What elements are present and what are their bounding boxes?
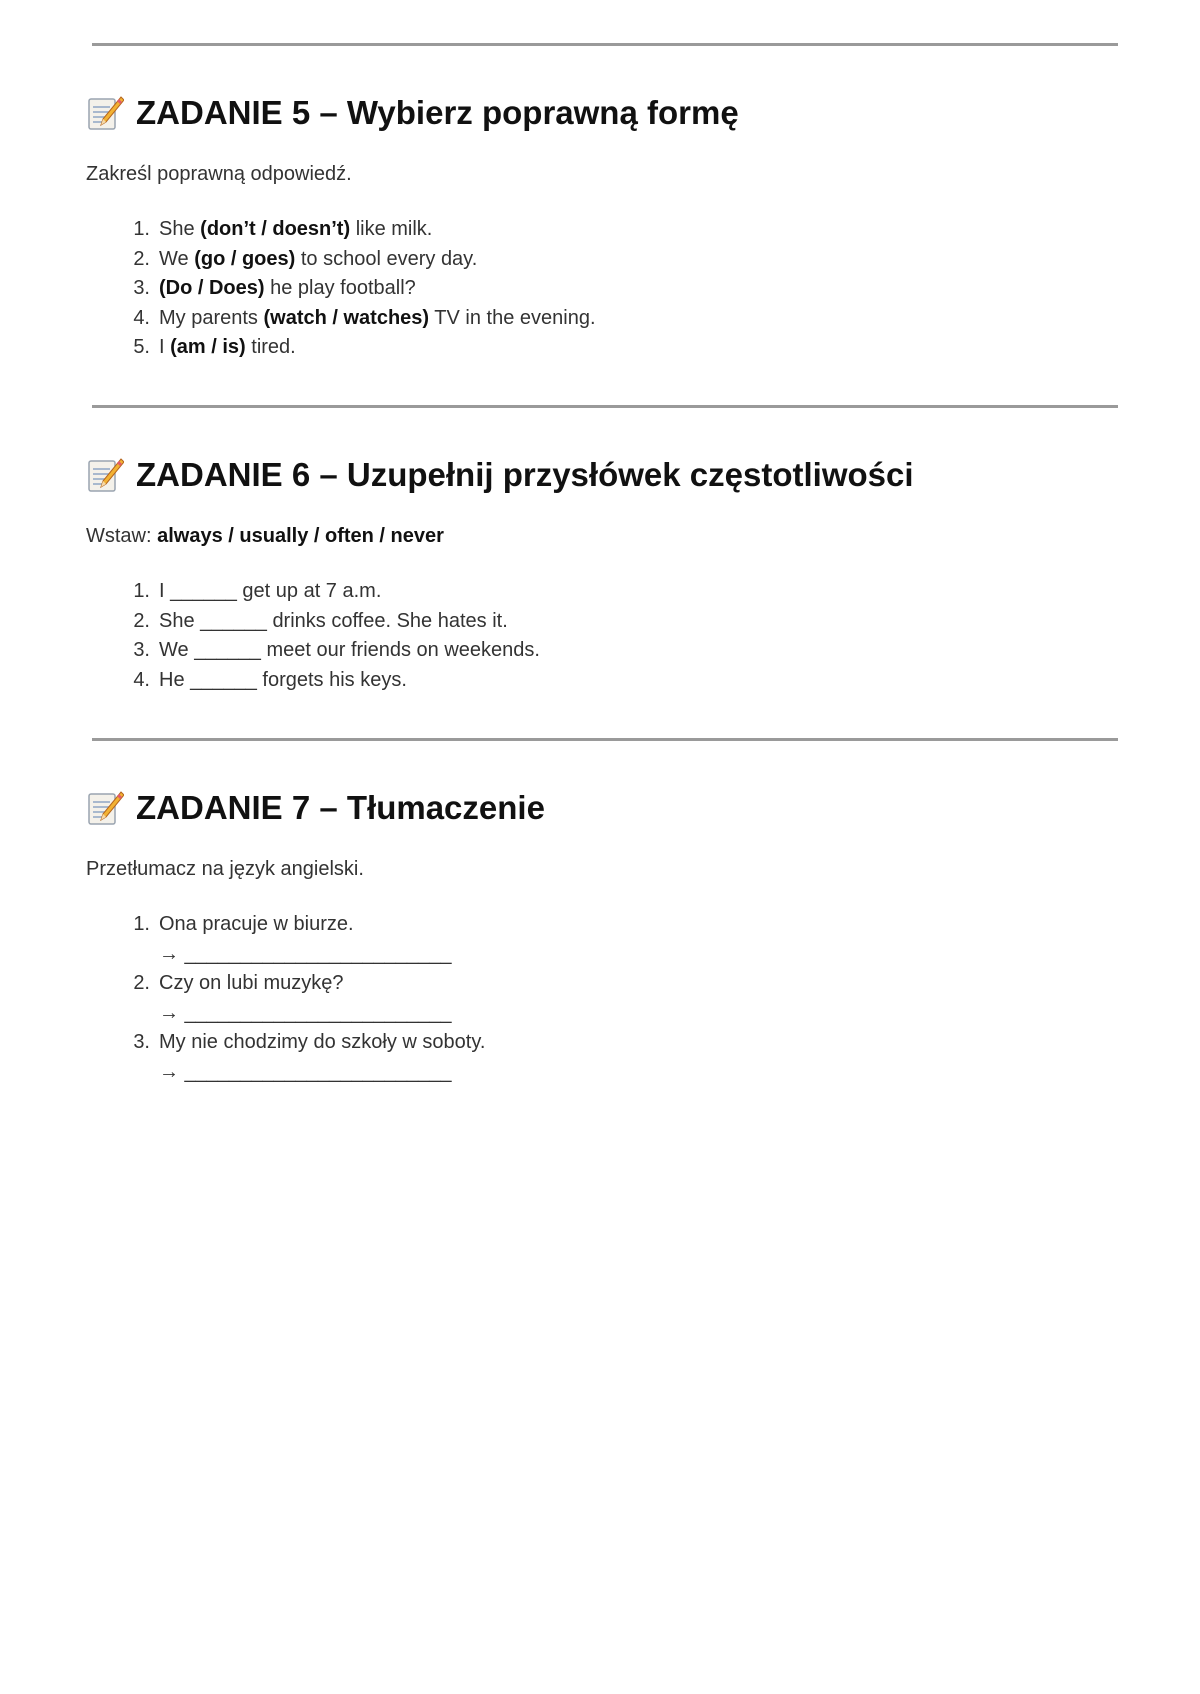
item-text: I [159, 336, 171, 358]
task-6-instruction [86, 525, 444, 548]
item-text: to school every day. [295, 247, 478, 270]
choice-option: (watch / watches) [263, 306, 430, 329]
answer-line: → ________________________ [159, 1060, 452, 1083]
answer-line: → ________________________ [159, 942, 452, 965]
task-5-section [86, 88, 1126, 358]
task-5-list [86, 215, 596, 363]
list-item [86, 333, 596, 363]
memo-pencil-icon [86, 94, 124, 132]
list-item [86, 1028, 485, 1087]
task-7-heading [86, 783, 1126, 833]
list-item [86, 969, 485, 1028]
task-7-section [86, 783, 1126, 1083]
item-text: I ______ get up at 7 a.m. [159, 580, 382, 602]
list-item [86, 304, 596, 334]
item-number: 4. [133, 668, 150, 691]
task-7-title: ZADANIE 7 – Tłumaczenie [136, 789, 545, 826]
item-number: 2. [133, 972, 150, 994]
list-item [86, 636, 540, 666]
list-item [86, 577, 540, 607]
list-item [86, 607, 540, 637]
item-text: like milk. [350, 218, 433, 240]
task-5-title: ZADANIE 5 – Wybierz poprawną formę [136, 94, 739, 131]
task-7-instruction: Przetłumacz na język angielski. [86, 858, 364, 880]
divider [92, 405, 1118, 408]
list-item [86, 910, 485, 969]
task-6-heading [86, 450, 1126, 500]
item-text: he play football? [264, 277, 416, 299]
memo-pencil-icon [86, 789, 124, 827]
memo-pencil-icon [86, 456, 124, 494]
item-number: 2. [133, 609, 150, 632]
answer-line: → ________________________ [159, 1001, 452, 1024]
list-item [86, 274, 596, 304]
item-text: We ______ meet our friends on weekends. [159, 639, 540, 661]
item-text: Ona pracuje w biurze. [159, 913, 354, 935]
item-number: 1. [133, 580, 150, 602]
item-number: 1. [133, 218, 150, 240]
choice-option: (Do / Does) [159, 277, 265, 299]
list-item [86, 245, 596, 275]
divider [92, 43, 1118, 46]
item-number: 3. [133, 277, 150, 299]
choice-option: (am / is) [170, 336, 246, 358]
choice-option: (don’t / doesn’t) [200, 218, 351, 240]
item-text: He ______ forgets his keys. [159, 668, 407, 691]
task-6-title: ZADANIE 6 – Uzupełnij przysłówek częstotliwości [136, 456, 914, 493]
item-text: We [159, 247, 195, 270]
choice-option: (go / goes) [194, 247, 296, 270]
divider [92, 738, 1118, 741]
task-5-heading [86, 88, 1126, 138]
task-7-list [86, 910, 485, 1087]
task-5-instruction: Zakreśl poprawną odpowiedź. [86, 163, 352, 185]
instruction-words: always / usually / often / never [157, 525, 444, 547]
list-item [86, 666, 540, 696]
item-number: 5. [133, 336, 150, 358]
item-number: 3. [133, 1031, 150, 1053]
item-number: 2. [133, 247, 150, 270]
item-text: She ______ drinks coffee. She hates it. [159, 609, 508, 632]
task-6-list [86, 577, 540, 695]
item-text: Czy on lubi muzykę? [159, 972, 344, 994]
item-text: tired. [245, 336, 296, 358]
item-text: My nie chodzimy do szkoły w soboty. [159, 1031, 486, 1053]
list-item [86, 215, 596, 245]
item-text: TV in the evening. [429, 306, 596, 329]
item-number: 1. [133, 913, 150, 935]
item-number: 4. [133, 306, 150, 329]
task-6-section [86, 450, 1126, 691]
item-text: My parents [159, 306, 264, 329]
instruction-prefix: Wstaw: [86, 525, 158, 547]
item-text: She [159, 218, 201, 240]
item-number: 3. [133, 639, 150, 661]
